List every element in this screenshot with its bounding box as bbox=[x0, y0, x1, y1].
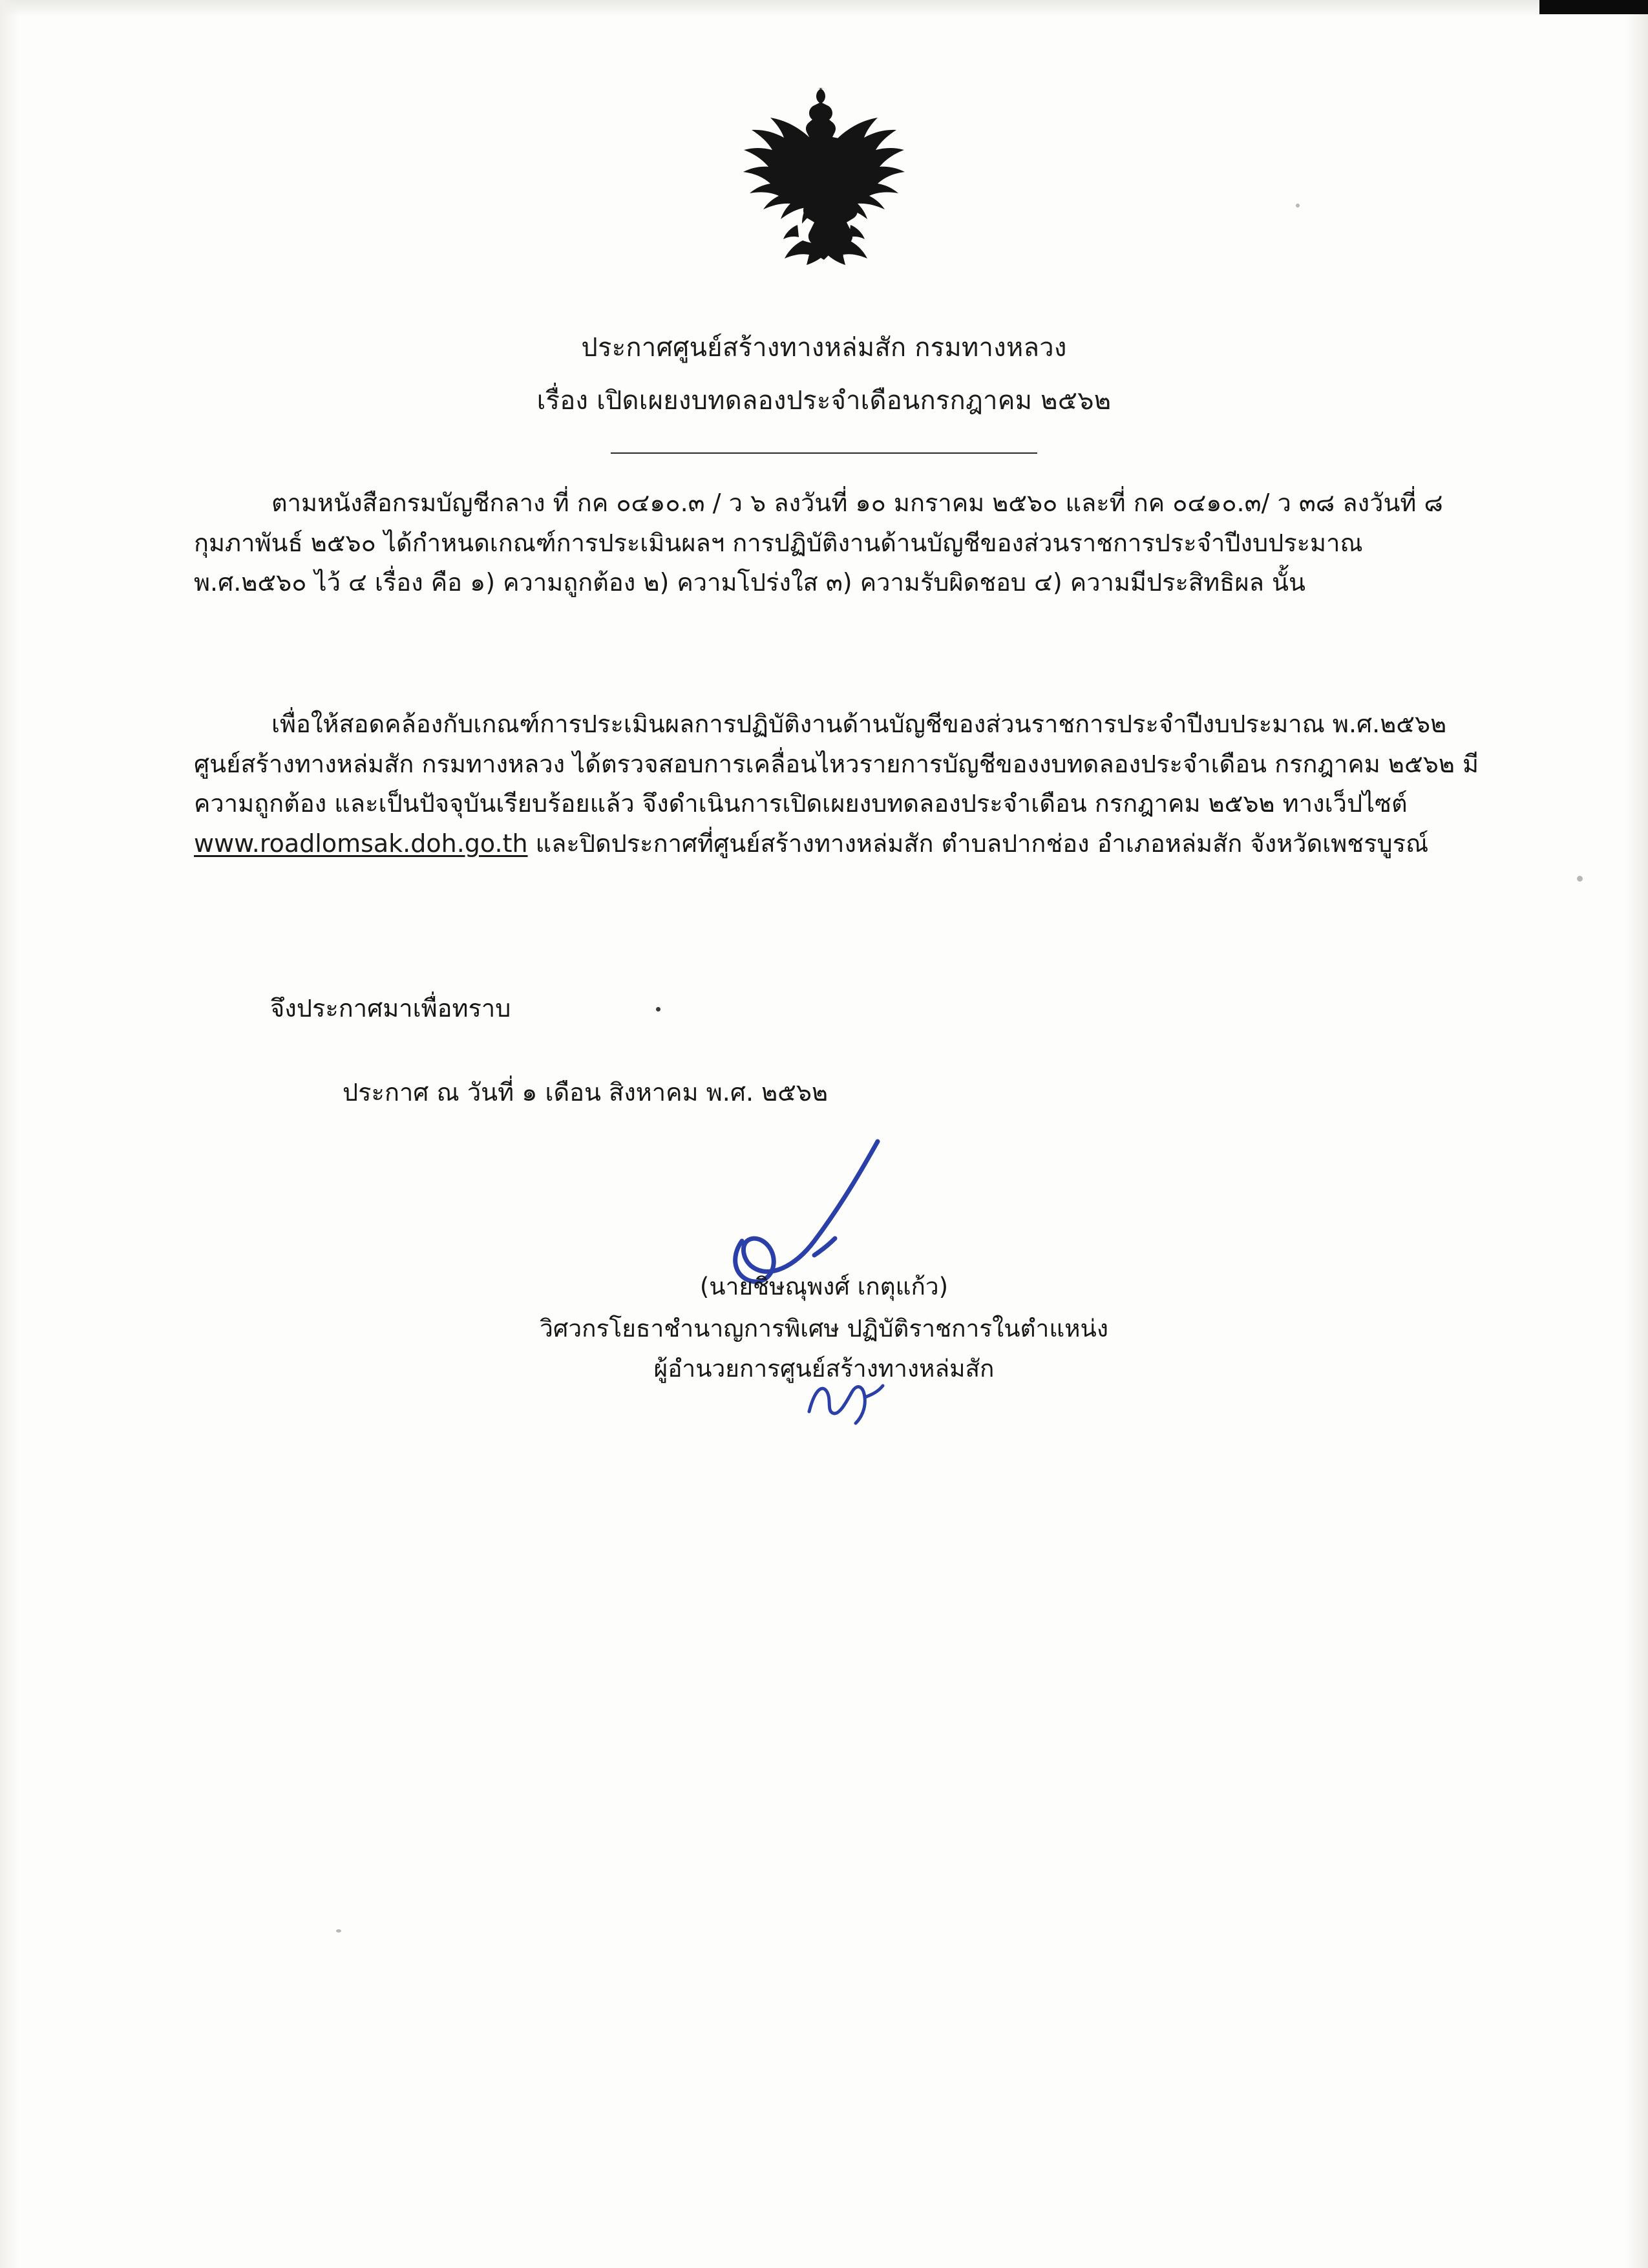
garuda-emblem bbox=[717, 78, 931, 291]
header-line-organization: ประกาศศูนย์สร้างทางหล่มสัก กรมทางหลวง bbox=[581, 333, 1067, 363]
signature-block bbox=[0, 1267, 1648, 1388]
scan-speck bbox=[1296, 204, 1300, 207]
paragraph-reference bbox=[194, 483, 1480, 603]
announcement-date-line bbox=[194, 1073, 1480, 1113]
scan-black-corner bbox=[1539, 0, 1648, 14]
paragraph-disclosure-tail: และปิดประกาศที่ศูนย์สร้างทางหล่มสัก ตำบลปากช่อง อำเภอหล่มสัก จังหวัดเพชรบูรณ์ bbox=[527, 829, 1429, 858]
paragraph-disclosure-text: เพื่อให้สอดคล้องกับเกณฑ์การประเมินผลการปฏิบัติงานด้านบัญชีของส่วนราชการประจำปีงบประมาณ พ.ศ.๒๕๖๒ ศูนย์สร้างทางหล่มสัก กรมทางหลวง ได้ตรวจสอบการเคลื่อนไหวรายการบัญชีของงบทดลองประจำเดือน กรกฎาคม ๒๕๖๒ มีความถูกต้อง และเป็นปัจจุบันเรียบร้อยแล้ว จึงดำเนินการเปิดเผยงบทดลองประจำเดือน กรกฎาคม ๒๕๖๒ ทางเว็ปไซต์ bbox=[194, 710, 1479, 818]
signer-name: (นายชิษณุพงศ์ เกตุแก้ว) bbox=[699, 1273, 949, 1300]
scan-speck bbox=[656, 1007, 660, 1012]
website-link[interactable]: www.roadlomsak.doh.go.th bbox=[194, 829, 528, 858]
signer-role-line-1: วิศวกรโยธาชำนาญการพิเศษ ปฏิบัติราชการในตำแหน่ง bbox=[540, 1315, 1108, 1343]
scan-speck bbox=[1577, 876, 1583, 882]
scan-speck bbox=[336, 1929, 341, 1933]
paragraph-notice-text: จึงประกาศมาเพื่อทราบ bbox=[270, 994, 511, 1023]
signer-role-line-2: ผู้อำนวยการศูนย์สร้างทางหล่มสัก bbox=[653, 1354, 995, 1383]
header-divider bbox=[611, 452, 1037, 454]
announcement-date-text: ประกาศ ณ วันที่ ๑ เดือน สิงหาคม พ.ศ. ๒๕๖๒ bbox=[343, 1078, 829, 1107]
scan-edge-top bbox=[0, 0, 1648, 17]
document-header bbox=[0, 326, 1648, 421]
paragraph-reference-text: ตามหนังสือกรมบัญชีกลาง ที่ กค ๐๔๑๐.๓ / ว ๖ ลงวันที่ ๑๐ มกราคม ๒๕๖๐ และที่ กค ๐๔๑๐.๓/ ว ๓๘ ลงวันที่ ๘ กุมภาพันธ์ ๒๕๖๐ ได้กำหนดเกณฑ์การประเมินผลฯ การปฏิบัติงานด้านบัญชีของส่วนราชการประจำปีงบประมาณ พ.ศ.๒๕๖๐ ไว้ ๔ เรื่อง คือ ๑) ความถูกต้อง ๒) ความโปร่งใส ๓) ความรับผิดชอบ ๔) ความมีประสิทธิผล นั้น bbox=[194, 489, 1443, 597]
paragraph-notice bbox=[194, 989, 1480, 1029]
paragraph-disclosure bbox=[194, 705, 1480, 864]
header-line-subject: เรื่อง เปิดเผยงบทดลองประจำเดือนกรกฎาคม ๒๕๖๒ bbox=[536, 386, 1112, 416]
